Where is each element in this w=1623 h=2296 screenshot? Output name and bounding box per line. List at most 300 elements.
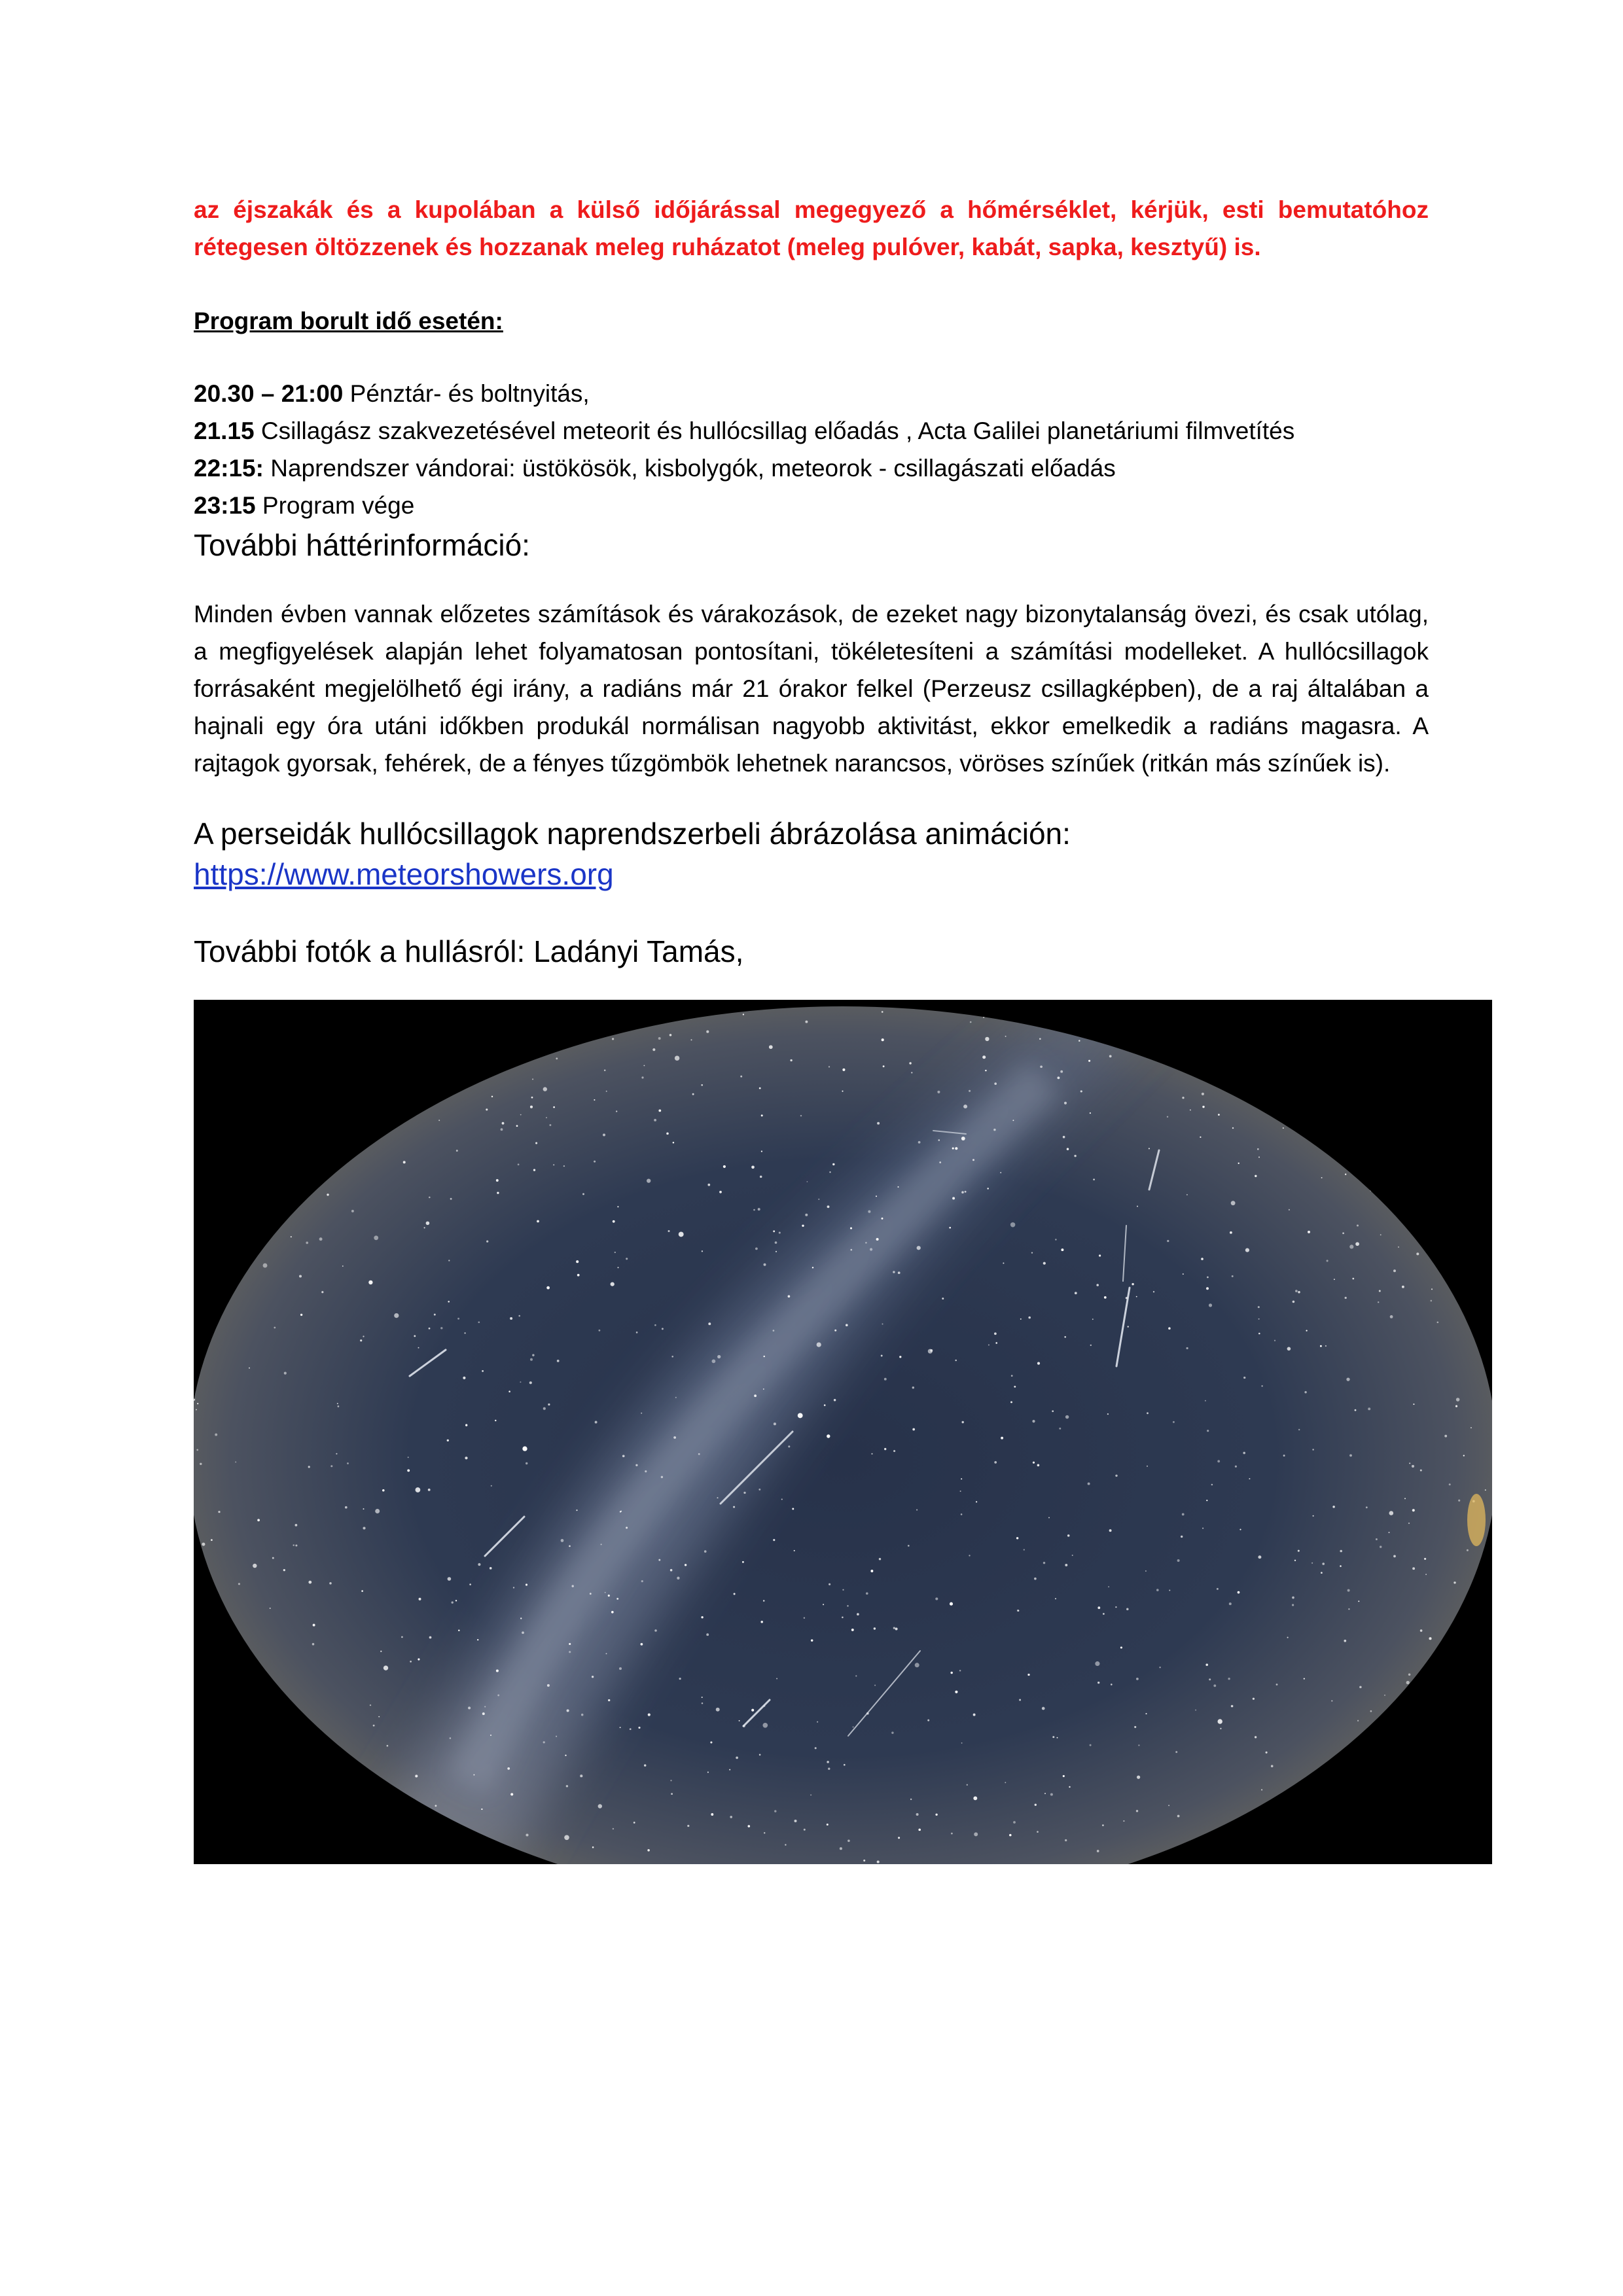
star	[1074, 1155, 1076, 1157]
star	[1412, 1509, 1415, 1511]
star	[1057, 1076, 1060, 1079]
star	[481, 1809, 482, 1810]
star	[1181, 1536, 1183, 1538]
star	[1258, 1318, 1260, 1320]
star	[598, 1804, 602, 1808]
star	[1005, 1036, 1007, 1037]
star	[1109, 1529, 1112, 1532]
star	[1136, 1296, 1137, 1298]
star	[764, 1263, 766, 1266]
star	[633, 1822, 635, 1824]
star	[719, 1191, 722, 1193]
star	[1206, 1287, 1209, 1290]
star	[1107, 1413, 1109, 1415]
photos-heading: További fotók a hullásról: Ladányi Tamás,	[194, 934, 744, 968]
star	[1202, 1093, 1204, 1095]
star	[468, 1706, 471, 1709]
star	[518, 1163, 520, 1165]
star	[1355, 1409, 1357, 1411]
star	[463, 1377, 465, 1379]
star	[458, 1630, 460, 1632]
star	[1153, 1291, 1154, 1292]
star	[1011, 1375, 1013, 1377]
star	[730, 1816, 732, 1818]
star	[338, 1405, 340, 1407]
star	[520, 1114, 522, 1116]
star	[863, 1860, 865, 1862]
star	[1167, 1116, 1168, 1118]
star	[846, 1324, 848, 1326]
star	[496, 1669, 499, 1672]
star	[456, 1150, 458, 1152]
star	[1067, 1534, 1070, 1537]
star	[871, 1453, 872, 1455]
star	[1238, 1591, 1240, 1594]
star	[1334, 1279, 1335, 1280]
star	[918, 1141, 921, 1144]
star	[615, 1252, 616, 1253]
star	[1424, 1558, 1426, 1560]
star	[942, 1298, 944, 1299]
star	[915, 1663, 919, 1667]
star	[1358, 1600, 1359, 1602]
star	[1231, 1705, 1234, 1708]
star	[520, 1617, 522, 1619]
star	[763, 1600, 765, 1602]
star	[668, 1230, 669, 1232]
star	[994, 1082, 997, 1085]
star	[950, 1602, 953, 1606]
star	[373, 1725, 375, 1727]
star	[418, 1347, 419, 1349]
star	[1357, 1224, 1359, 1226]
star	[295, 1524, 298, 1527]
star	[701, 1084, 703, 1086]
star	[196, 1449, 198, 1451]
star	[608, 1699, 610, 1701]
star	[622, 1455, 625, 1457]
star	[1055, 1239, 1056, 1240]
star	[1177, 1559, 1180, 1562]
star	[893, 1450, 895, 1452]
star	[976, 1501, 977, 1502]
star	[1201, 1258, 1204, 1260]
star	[1390, 1315, 1393, 1318]
star	[1458, 1500, 1460, 1502]
star	[702, 1697, 703, 1698]
star	[1040, 1065, 1043, 1068]
star	[950, 1672, 952, 1674]
star	[577, 1274, 580, 1277]
star	[773, 1230, 775, 1232]
star	[329, 1582, 332, 1585]
star	[1298, 1429, 1300, 1430]
star	[327, 1193, 329, 1195]
star	[374, 1235, 378, 1240]
star	[827, 1205, 830, 1208]
star	[1429, 1637, 1431, 1640]
star	[270, 1608, 271, 1609]
star	[590, 1593, 592, 1595]
star	[666, 1133, 669, 1135]
star	[569, 1651, 571, 1653]
star	[758, 1208, 760, 1210]
star	[508, 1390, 510, 1392]
star	[1147, 1412, 1149, 1414]
star	[823, 1604, 824, 1605]
star	[1232, 1275, 1234, 1277]
star	[961, 1191, 964, 1193]
star	[1042, 1707, 1045, 1710]
star	[616, 1110, 617, 1112]
star	[1048, 1517, 1050, 1518]
star	[794, 1820, 796, 1822]
star	[1138, 1744, 1139, 1746]
star	[1202, 1528, 1204, 1529]
star	[792, 1508, 794, 1510]
star	[1145, 1713, 1147, 1714]
star	[435, 1805, 437, 1807]
star	[1444, 1435, 1447, 1438]
star	[522, 1446, 527, 1451]
star	[1092, 1318, 1094, 1320]
star	[1266, 1752, 1268, 1754]
star	[211, 1539, 213, 1541]
star	[916, 1813, 919, 1816]
star	[658, 1559, 660, 1561]
page-content	[194, 191, 1429, 972]
star	[661, 1476, 663, 1478]
star	[215, 1434, 217, 1436]
star	[658, 1110, 661, 1112]
star	[284, 1372, 287, 1375]
star	[692, 1093, 694, 1095]
star	[1064, 1336, 1066, 1338]
star	[1120, 1646, 1122, 1648]
star	[641, 1580, 643, 1582]
star	[1261, 1789, 1262, 1790]
star	[928, 1349, 933, 1354]
star	[530, 1358, 533, 1361]
star	[1238, 1163, 1240, 1164]
star	[526, 1462, 527, 1464]
star	[1103, 1613, 1105, 1615]
schedule-list	[194, 375, 1429, 524]
star	[1289, 1209, 1290, 1210]
star	[1228, 1678, 1230, 1680]
star	[769, 1045, 773, 1049]
star	[967, 1784, 968, 1786]
star	[961, 1137, 965, 1140]
star	[794, 1550, 795, 1551]
star	[949, 1227, 951, 1229]
star	[832, 1163, 834, 1165]
star	[805, 1021, 808, 1023]
star	[1034, 1578, 1037, 1580]
star	[1255, 1175, 1257, 1177]
star	[1028, 1316, 1031, 1319]
star	[702, 1703, 704, 1704]
star	[620, 1511, 621, 1512]
star	[291, 1236, 292, 1237]
star	[973, 1796, 977, 1800]
star	[910, 1799, 912, 1800]
star	[510, 1793, 513, 1795]
star	[486, 1108, 488, 1110]
star	[817, 1343, 821, 1347]
star	[881, 1354, 883, 1356]
star	[1231, 1201, 1236, 1205]
star	[1274, 1340, 1275, 1341]
star	[490, 1567, 492, 1570]
star	[312, 1643, 315, 1646]
star	[1044, 1793, 1046, 1794]
star	[300, 1314, 302, 1316]
star	[1052, 1736, 1054, 1738]
star	[753, 1209, 755, 1211]
star	[1108, 1586, 1109, 1587]
star	[1283, 1455, 1285, 1457]
star	[601, 1544, 602, 1545]
star	[1147, 1466, 1148, 1467]
star	[1168, 1805, 1169, 1806]
star	[1348, 1608, 1349, 1610]
star	[815, 1747, 817, 1749]
star	[961, 1478, 962, 1479]
star	[1218, 1719, 1222, 1723]
star	[608, 1595, 610, 1597]
meteorshowers-link[interactable]: https://www.meteorshowers.org	[194, 857, 614, 891]
star	[408, 1457, 409, 1458]
star	[566, 1785, 568, 1787]
star	[272, 1557, 274, 1559]
star	[426, 1222, 430, 1226]
star	[804, 1829, 806, 1831]
star	[995, 1342, 997, 1344]
star	[556, 1057, 558, 1059]
star	[844, 1764, 846, 1766]
star	[1111, 1684, 1113, 1686]
star	[899, 1356, 901, 1358]
schedule-time: 22:15:	[194, 455, 264, 482]
star	[959, 1670, 961, 1672]
star	[1304, 1391, 1306, 1393]
star	[636, 1332, 638, 1333]
star	[360, 1339, 362, 1341]
star	[638, 1727, 640, 1729]
star	[868, 1210, 870, 1213]
star	[1097, 1606, 1100, 1609]
star	[842, 1091, 843, 1092]
star	[1217, 1588, 1219, 1590]
star	[1402, 1286, 1404, 1288]
star	[416, 1487, 421, 1492]
star	[1075, 1292, 1077, 1294]
star	[963, 1104, 967, 1108]
star	[918, 1829, 921, 1831]
schedule-time: 23:15	[194, 492, 256, 519]
star	[712, 1360, 716, 1364]
star	[1037, 1362, 1040, 1365]
star	[1057, 1737, 1058, 1739]
star	[1209, 1678, 1211, 1680]
star	[1137, 1776, 1140, 1779]
star	[1088, 1483, 1090, 1485]
star	[613, 1828, 614, 1829]
star	[647, 1849, 650, 1852]
star	[553, 1164, 554, 1165]
star	[1308, 1231, 1310, 1233]
star	[595, 1421, 597, 1424]
star	[1292, 1604, 1294, 1606]
star	[543, 1407, 546, 1410]
sky-dome	[194, 1006, 1492, 1864]
star	[850, 1227, 852, 1229]
star	[874, 1685, 876, 1686]
star	[1287, 1347, 1291, 1351]
star	[909, 1062, 911, 1064]
star	[448, 1301, 450, 1303]
star	[773, 1539, 775, 1541]
star	[1145, 1570, 1147, 1572]
star	[1128, 1326, 1129, 1327]
star	[1200, 1137, 1201, 1138]
star	[824, 1404, 826, 1406]
star	[1055, 1598, 1056, 1599]
star	[1304, 1678, 1305, 1680]
star	[1456, 1398, 1460, 1402]
star	[974, 1832, 978, 1836]
star	[874, 1627, 876, 1629]
star	[630, 1728, 632, 1730]
star	[1190, 1109, 1191, 1110]
star	[1065, 1839, 1067, 1841]
star	[1420, 1470, 1422, 1472]
star	[710, 1741, 712, 1743]
star	[671, 1356, 673, 1358]
star	[1258, 1157, 1260, 1158]
star	[1370, 1710, 1372, 1712]
star	[1342, 1232, 1344, 1234]
star	[569, 1545, 571, 1547]
star	[1255, 1736, 1257, 1738]
star	[1017, 1610, 1019, 1612]
star	[1003, 1262, 1004, 1263]
star	[529, 1381, 532, 1384]
star	[507, 1767, 510, 1770]
star	[1287, 1637, 1289, 1638]
star	[321, 1291, 323, 1293]
star	[330, 1465, 332, 1467]
star	[617, 1267, 618, 1268]
star	[955, 1360, 957, 1362]
star	[1207, 1430, 1209, 1432]
star	[1376, 1538, 1378, 1540]
star	[670, 1780, 671, 1781]
star	[1080, 1090, 1082, 1092]
star	[1349, 1245, 1353, 1248]
star	[708, 1322, 711, 1325]
star	[1404, 1498, 1406, 1499]
star	[754, 1394, 757, 1397]
star	[893, 1271, 895, 1273]
star	[1420, 1629, 1423, 1632]
star	[1010, 1401, 1012, 1403]
star	[1406, 1681, 1410, 1684]
star	[834, 1330, 836, 1332]
star	[274, 1327, 276, 1329]
star	[850, 1249, 852, 1251]
star	[763, 1388, 764, 1390]
star	[1292, 1597, 1294, 1599]
star	[1380, 1234, 1382, 1235]
star	[1202, 1106, 1204, 1108]
star	[760, 1621, 763, 1623]
star	[798, 1413, 803, 1418]
star	[908, 1545, 910, 1547]
star	[526, 1833, 528, 1836]
star	[1060, 1070, 1063, 1073]
star	[648, 1714, 651, 1716]
star	[482, 1370, 484, 1372]
star	[1393, 1269, 1396, 1272]
star	[805, 1214, 808, 1216]
star	[988, 1344, 990, 1345]
star	[537, 1220, 539, 1223]
star	[1213, 1684, 1216, 1687]
star	[605, 1592, 606, 1593]
star	[576, 1260, 579, 1263]
star	[526, 1583, 527, 1585]
star	[938, 1139, 940, 1141]
star	[993, 1129, 996, 1131]
star	[1090, 1112, 1091, 1114]
star	[1294, 1560, 1296, 1561]
star	[606, 1653, 607, 1654]
star	[447, 1439, 449, 1441]
star	[1079, 1040, 1080, 1042]
star	[763, 1356, 764, 1357]
star	[707, 1771, 709, 1773]
star	[955, 1691, 957, 1693]
star	[740, 1076, 742, 1078]
star	[1454, 1581, 1455, 1583]
schedule-time: 21.15	[194, 417, 255, 444]
star	[1368, 1407, 1370, 1410]
star	[1009, 1834, 1012, 1837]
star	[1306, 1330, 1307, 1331]
star	[877, 1860, 880, 1863]
star	[842, 1589, 844, 1591]
star	[336, 1453, 337, 1455]
star	[739, 1720, 740, 1722]
star	[1109, 1055, 1112, 1057]
star	[368, 1280, 372, 1284]
star	[851, 1629, 854, 1631]
star	[532, 1354, 534, 1356]
star	[308, 1466, 310, 1468]
star	[1206, 1500, 1207, 1501]
star	[576, 1510, 577, 1511]
star	[1134, 1726, 1136, 1728]
star	[375, 1509, 380, 1513]
star	[654, 1629, 657, 1632]
star	[1001, 1437, 1003, 1439]
star	[1132, 1283, 1133, 1285]
meteor-sky-photo	[194, 1000, 1492, 1864]
star	[1431, 1288, 1433, 1290]
schedule-text: Program vége	[255, 492, 415, 519]
